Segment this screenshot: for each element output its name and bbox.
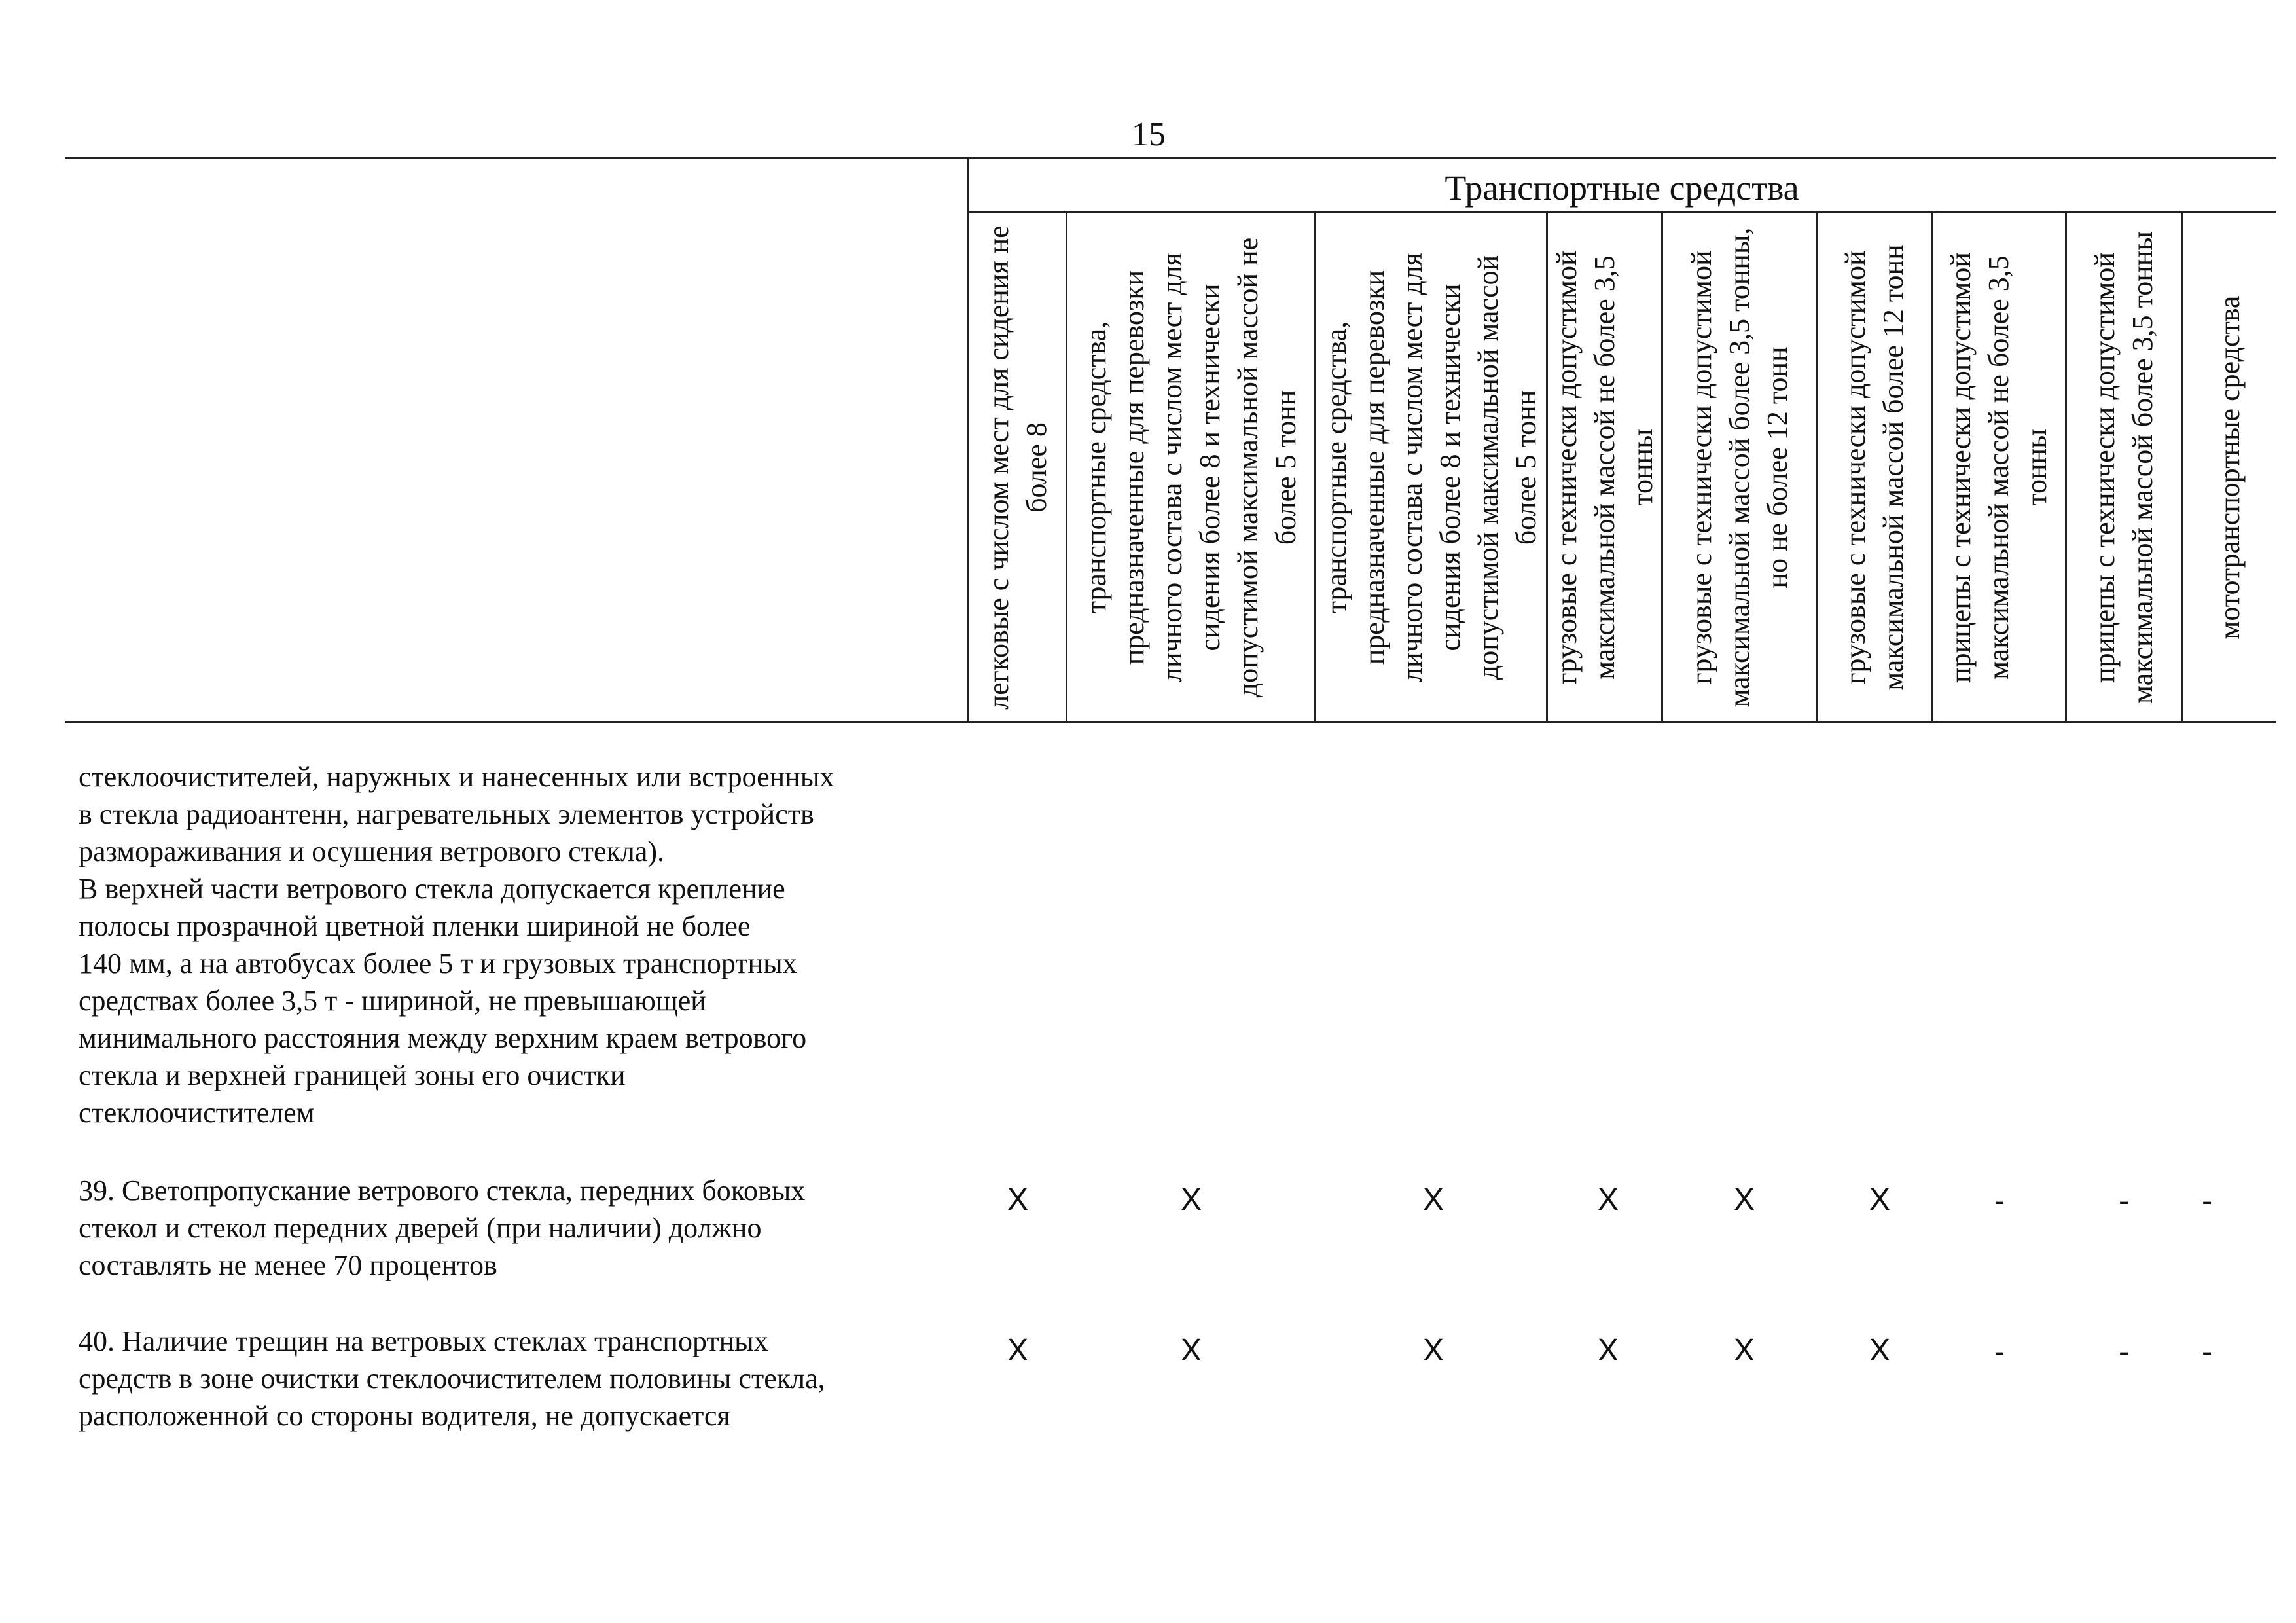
table-cell-mark: - <box>2119 1183 2129 1216</box>
table-cell-mark: X <box>1180 1333 1202 1368</box>
header-bottom-rule <box>65 721 2276 723</box>
table-row-text: 40. Наличие трещин на ветровых стеклах транспортных средств в зоне очистки стеклоочистителем половины стекла, расположенной со стороны водителя, не допускается <box>79 1325 825 1432</box>
table-cell-mark: X <box>1180 1182 1202 1217</box>
column-header <box>2067 213 2181 721</box>
table-cell-mark: - <box>2202 1183 2212 1216</box>
column-header <box>1818 213 1931 721</box>
column-header <box>1316 213 1546 721</box>
table-cell-mark: X <box>1422 1182 1444 1217</box>
table-cell-mark: X <box>1007 1333 1028 1368</box>
column-header-label: транспортные средства, предназначенные для перевозки личного состава с числом мест для сидения более 8 и технически допустимой максимальной массой более 5 тонн <box>1319 253 1542 682</box>
table-cell-mark: X <box>1597 1182 1619 1217</box>
table-cell-mark: - <box>1994 1334 2005 1367</box>
table-cell-mark: X <box>1733 1182 1755 1217</box>
table-top-rule <box>65 157 2276 159</box>
column-header-label: транспортные средства, предназначенные для перевозки личного состава с числом мест для сидения более 8 и технически допустимой максимальной массой не более 5 тонн <box>1079 237 1302 698</box>
column-header-label: мототранспортные средства <box>2213 295 2246 640</box>
column-header-label: прицепы с технически допустимой максимальной массой не более 3,5 тонны <box>1945 252 2053 683</box>
column-header-label: грузовые с технически допустимой максимальной массой не более 3,5 тонны <box>1550 250 1659 685</box>
table-cell-mark: - <box>2119 1334 2129 1367</box>
table-group-header: Транспортные средства <box>1444 168 1799 208</box>
column-header <box>1548 213 1661 721</box>
table-cell-mark: X <box>1869 1333 1890 1368</box>
table-cell-mark: X <box>1869 1182 1890 1217</box>
column-header <box>1663 213 1816 721</box>
column-header <box>1933 213 2065 721</box>
table-cell-mark: - <box>1994 1183 2005 1216</box>
column-header-label: грузовые с технически допустимой максимальной массой более 3,5 тонны, но не более 12 тонн <box>1685 227 1793 708</box>
table-cell-mark: X <box>1733 1333 1755 1368</box>
column-header <box>2183 213 2276 721</box>
column-header-label: легковые с числом мест для сидения не более 8 <box>982 225 1052 710</box>
table-cell-mark: X <box>1422 1333 1444 1368</box>
column-header-label: прицепы с технически допустимой максимальной массой более 3,5 тонны <box>2089 231 2159 704</box>
table-cell-mark: X <box>1597 1333 1619 1368</box>
table-row-text: стеклоочистителей, наружных и нанесенных или встроенных в стекла радиоантенн, нагревательных элементов устройств размораживания и осушения ветрового стекла). В верхней части ветрового стекла допускается крепление полосы прозрачной цветной пленки шириной не более 140 мм, а на автобусах более 5 т и грузовых транспортных средствах более 3,5 т - шириной, не превышающей минимального расстояния между верхним краем ветрового стекла и верхней границей зоны его очистки стеклоочистителем <box>79 761 834 1129</box>
table-row-text: 39. Светопропускание ветрового стекла, передних боковых стекол и стекол передних дверей (при наличии) должно составлять не менее 70 процентов <box>79 1175 806 1281</box>
column-header <box>969 213 1066 721</box>
column-header <box>1067 213 1314 721</box>
table-cell-mark: X <box>1007 1182 1028 1217</box>
table-cell-mark: - <box>2202 1334 2212 1367</box>
column-header-label: грузовые с технически допустимой максимальной массой более 12 тонн <box>1839 244 1909 691</box>
page-number: 15 <box>1132 116 1166 153</box>
